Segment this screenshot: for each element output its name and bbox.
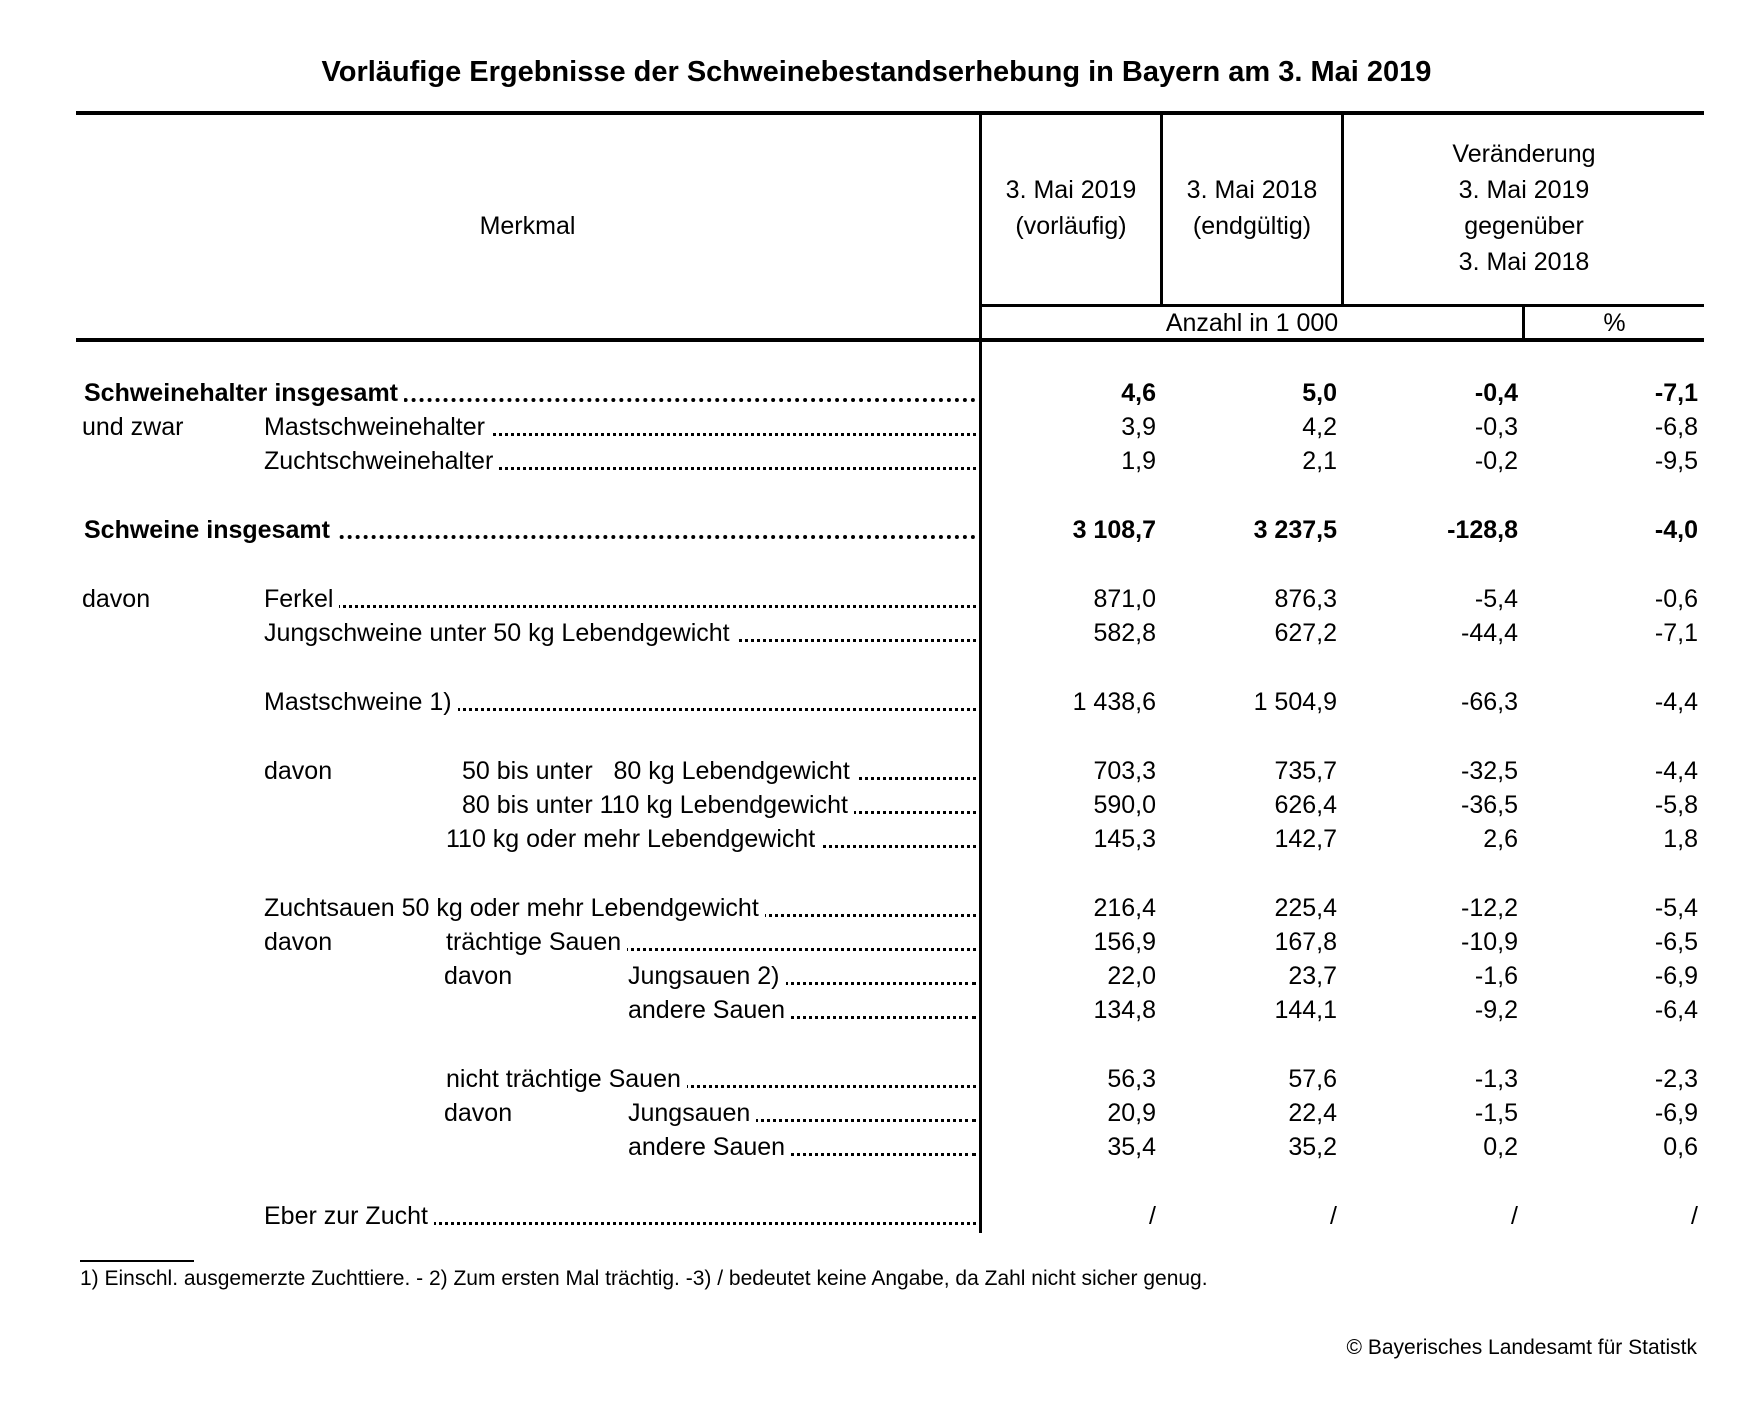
unit-pct-label: % [1603, 309, 1626, 337]
value-2018: 735,7 [1274, 757, 1337, 785]
unit-count-label: Anzahl in 1 000 [1165, 309, 1339, 337]
row-label [264, 410, 976, 444]
change-absolute: -44,4 [1461, 619, 1518, 647]
row-prefix: davon [444, 962, 513, 990]
table-row [0, 754, 1753, 788]
change-absolute: -66,3 [1461, 688, 1518, 716]
row-label-text: Schweine insgesamt [84, 516, 336, 544]
table-row [0, 1062, 1753, 1096]
change-absolute: -1,5 [1474, 1099, 1518, 1127]
change-percent: / [1691, 1202, 1698, 1230]
row-label [462, 754, 976, 788]
value-2018: 3 237,5 [1253, 516, 1337, 544]
value-2019: 56,3 [1107, 1065, 1156, 1093]
change-absolute: / [1511, 1202, 1518, 1230]
change-percent: -6,9 [1654, 962, 1698, 990]
row-label-text: Jungsauen [628, 1099, 756, 1127]
change-absolute: -1,3 [1474, 1065, 1518, 1093]
row-label [84, 513, 976, 547]
row-prefix: davon [264, 757, 333, 785]
header-change-line4: 3. Mai 2018 [1458, 248, 1590, 276]
value-2019: 3,9 [1121, 413, 1156, 441]
header-col-2019-line2: (vorläufig) [1015, 212, 1127, 240]
change-percent: -4,4 [1654, 757, 1698, 785]
row-label [462, 788, 976, 822]
change-absolute: 2,6 [1483, 825, 1518, 853]
value-2019: 134,8 [1093, 996, 1156, 1024]
table-row [0, 616, 1753, 650]
change-absolute: -0,4 [1474, 379, 1518, 407]
value-2018: 57,6 [1288, 1065, 1337, 1093]
change-percent: 1,8 [1663, 825, 1698, 853]
header-merkmal: Merkmal [479, 212, 576, 240]
change-percent: -7,1 [1654, 379, 1698, 407]
value-2019: 35,4 [1107, 1133, 1156, 1161]
row-label-text: Jungsauen 2) [628, 962, 786, 990]
value-2019: / [1149, 1202, 1156, 1230]
change-absolute: -1,6 [1474, 962, 1518, 990]
table-row [0, 959, 1753, 993]
table-row [0, 1130, 1753, 1164]
table-row [0, 376, 1753, 410]
row-label-text: 80 bis unter 110 kg Lebendgewicht [462, 791, 854, 819]
value-2019: 703,3 [1093, 757, 1156, 785]
header-col-2019-line1: 3. Mai 2019 [1005, 176, 1137, 204]
row-label-text: Schweinehalter insgesamt [84, 379, 404, 407]
change-percent: -0,6 [1654, 585, 1698, 613]
row-label [84, 376, 976, 410]
value-2018: 225,4 [1274, 894, 1337, 922]
header-col-2018-line1: 3. Mai 2018 [1186, 176, 1318, 204]
change-percent: -4,0 [1654, 516, 1698, 544]
table-title: Vorläufige Ergebnisse der Schweinebestandserhebung in Bayern am 3. Mai 2019 [321, 56, 1432, 88]
value-2019: 1,9 [1121, 447, 1156, 475]
row-label-text: andere Sauen [628, 1133, 791, 1161]
change-absolute: -9,2 [1474, 996, 1518, 1024]
row-label [628, 1130, 976, 1164]
change-percent: -4,4 [1654, 688, 1698, 716]
change-percent: -9,5 [1654, 447, 1698, 475]
table-row [0, 1096, 1753, 1130]
change-percent: -6,5 [1654, 928, 1698, 956]
row-label-text: trächtige Sauen [446, 928, 627, 956]
row-label-text: nicht trächtige Sauen [446, 1065, 687, 1093]
value-2018: 2,1 [1302, 447, 1337, 475]
value-2019: 4,6 [1121, 379, 1156, 407]
row-label [628, 1096, 976, 1130]
row-label [264, 1199, 976, 1233]
header-col-2019 [982, 172, 1160, 244]
change-absolute: 0,2 [1483, 1133, 1518, 1161]
change-percent: -7,1 [1654, 619, 1698, 647]
row-prefix: davon [444, 1099, 513, 1127]
value-2018: 167,8 [1274, 928, 1337, 956]
row-label-text: Zuchtschweinehalter [264, 447, 499, 475]
row-label [264, 582, 976, 616]
value-2019: 590,0 [1093, 791, 1156, 819]
table-row [0, 582, 1753, 616]
change-percent: -5,4 [1654, 894, 1698, 922]
value-2018: 142,7 [1274, 825, 1337, 853]
row-label-text: Mastschweinehalter [264, 413, 491, 441]
value-2019: 582,8 [1093, 619, 1156, 647]
table-row [0, 925, 1753, 959]
row-label [264, 685, 976, 719]
copyright: © Bayerisches Landesamt für Statistk [1346, 1336, 1697, 1359]
table-row [0, 513, 1753, 547]
header-change-line2: 3. Mai 2019 [1458, 176, 1590, 204]
footnote: 1) Einschl. ausgemerzte Zuchttiere. - 2) Zum ersten Mal trächtig. -3) / bedeutet keine Angabe, da Zahl nicht sicher genug. [80, 1267, 1208, 1290]
value-2019: 20,9 [1107, 1099, 1156, 1127]
table-row [0, 1199, 1753, 1233]
table-row [0, 444, 1753, 478]
row-label-text: Mastschweine 1) [264, 688, 458, 716]
change-absolute: -5,4 [1474, 585, 1518, 613]
value-2019: 1 438,6 [1072, 688, 1156, 716]
row-label-text: andere Sauen [628, 996, 791, 1024]
value-2018: 35,2 [1288, 1133, 1337, 1161]
value-2018: 627,2 [1274, 619, 1337, 647]
value-2019: 22,0 [1107, 962, 1156, 990]
table-row [0, 822, 1753, 856]
row-label [446, 925, 976, 959]
row-label [446, 1062, 976, 1096]
header-col-2018 [1163, 172, 1341, 244]
change-percent: 0,6 [1663, 1133, 1698, 1161]
row-label [264, 616, 976, 650]
value-2018: 626,4 [1274, 791, 1337, 819]
change-absolute: -10,9 [1461, 928, 1518, 956]
row-label-text: Ferkel [264, 585, 339, 613]
change-percent: -6,8 [1654, 413, 1698, 441]
value-2019: 145,3 [1093, 825, 1156, 853]
change-absolute: -36,5 [1461, 791, 1518, 819]
value-2018: 876,3 [1274, 585, 1337, 613]
value-2019: 216,4 [1093, 894, 1156, 922]
change-absolute: -12,2 [1461, 894, 1518, 922]
value-2018: 1 504,9 [1253, 688, 1337, 716]
row-label [628, 959, 976, 993]
change-absolute: -0,2 [1474, 447, 1518, 475]
row-label-text: Eber zur Zucht [264, 1202, 434, 1230]
row-label [628, 993, 976, 1027]
change-absolute: -0,3 [1474, 413, 1518, 441]
header-change-line1: Veränderung [1452, 140, 1596, 168]
table-row [0, 993, 1753, 1027]
row-label-text: Zuchtsauen 50 kg oder mehr Lebendgewicht [264, 894, 765, 922]
change-percent: -2,3 [1654, 1065, 1698, 1093]
value-2018: 144,1 [1274, 996, 1337, 1024]
row-prefix: davon [264, 928, 333, 956]
footnote-rule [80, 1260, 194, 1262]
value-2018: 23,7 [1288, 962, 1337, 990]
value-2018: 5,0 [1302, 379, 1337, 407]
change-percent: -6,4 [1654, 996, 1698, 1024]
table-row [0, 410, 1753, 444]
row-label-text: Jungschweine unter 50 kg Lebendgewicht [264, 619, 736, 647]
row-label [446, 822, 976, 856]
value-2019: 156,9 [1093, 928, 1156, 956]
value-2019: 871,0 [1093, 585, 1156, 613]
change-absolute: -128,8 [1447, 516, 1518, 544]
value-2019: 3 108,7 [1072, 516, 1156, 544]
row-label-text: 50 bis unter 80 kg Lebendgewicht [462, 757, 856, 785]
change-absolute: -32,5 [1461, 757, 1518, 785]
leader-dots [264, 605, 976, 608]
header-col-2018-line2: (endgültig) [1192, 212, 1312, 240]
value-2018: 22,4 [1288, 1099, 1337, 1127]
table-row [0, 891, 1753, 925]
row-prefix: davon [82, 585, 151, 613]
row-label [264, 891, 976, 925]
header-change-line3: gegenüber [1464, 212, 1584, 240]
value-2018: / [1330, 1202, 1337, 1230]
row-label [264, 444, 976, 478]
value-2018: 4,2 [1302, 413, 1337, 441]
top-rule [76, 111, 1704, 115]
change-percent: -5,8 [1654, 791, 1698, 819]
table-row [0, 685, 1753, 719]
row-label-text: 110 kg oder mehr Lebendgewicht [446, 825, 821, 853]
table-row [0, 788, 1753, 822]
change-percent: -6,9 [1654, 1099, 1698, 1127]
row-prefix: und zwar [82, 413, 184, 441]
header-col-change [1344, 136, 1704, 280]
